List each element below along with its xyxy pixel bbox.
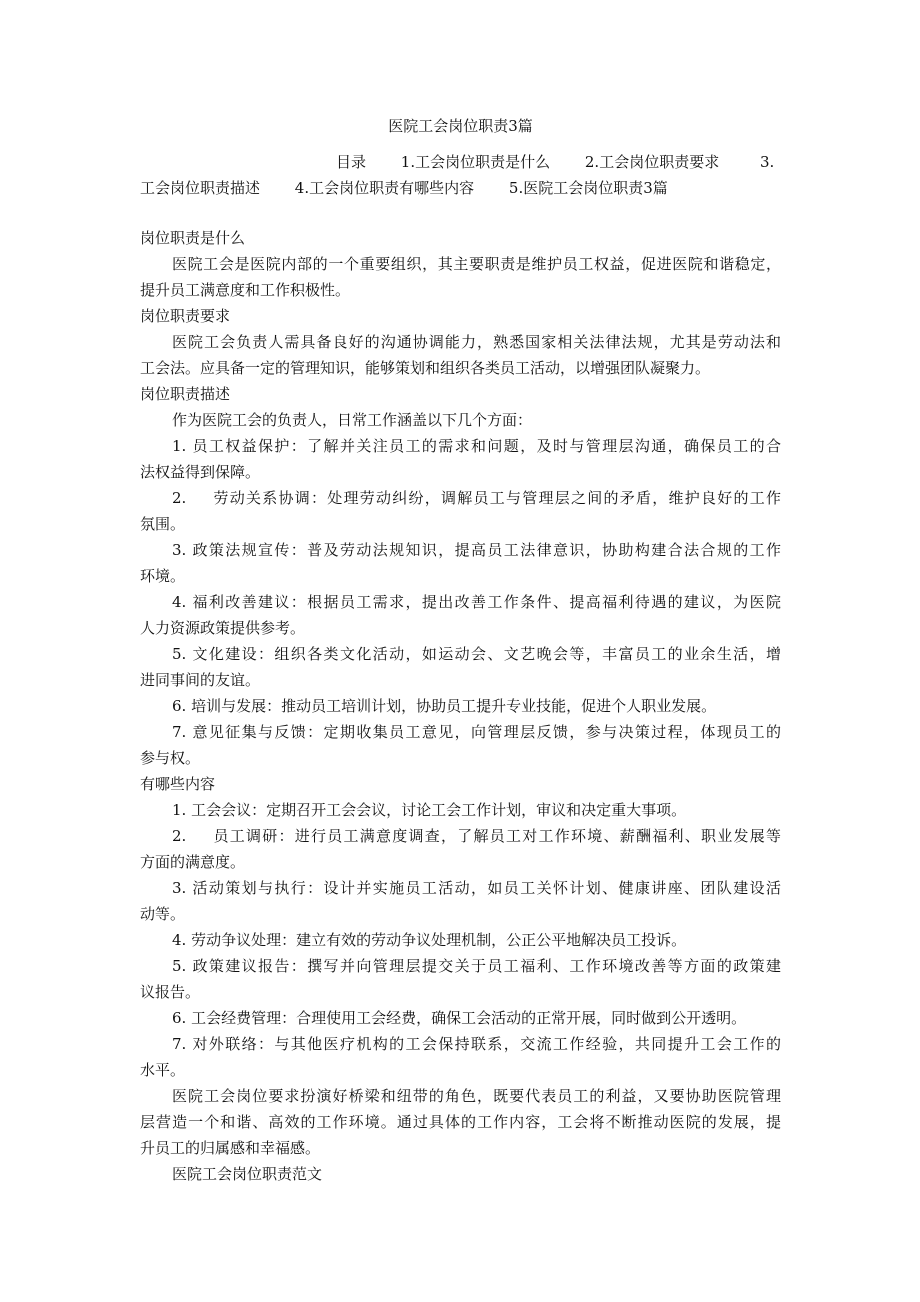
toc-item-1[interactable]: 1.工会岗位职责是什么 xyxy=(400,153,551,171)
toc-label: 目录 xyxy=(336,153,367,171)
document-title: 医院工会岗位职责3篇 xyxy=(388,117,533,135)
list-item-line: 1. 员工权益保护：了解并关注员工的需求和问题，及时与管理层沟通，确保员工的合 xyxy=(172,437,781,455)
list-item-line: 1. 工会会议：定期召开工会会议，讨论工会工作计划，审议和决定重大事项。 xyxy=(172,801,687,819)
toc-item-3[interactable]: 工会岗位职责描述 xyxy=(140,179,261,197)
list-item-line: 6. 工会经费管理：合理使用工会经费，确保工会活动的正常开展，同时做到公开透明。 xyxy=(172,1009,747,1027)
list-item-line: 议报告。 xyxy=(140,983,201,1001)
list-item-line: 2. 劳动关系协调：处理劳动纠纷，调解员工与管理层之间的矛盾，维护良好的工作 xyxy=(172,489,781,507)
list-item-line: 2. 员工调研：进行员工满意度调查，了解员工对工作环境、薪酬福利、职业发展等 xyxy=(172,827,781,845)
toc-item-4[interactable]: 4.工会岗位职责有哪些内容 xyxy=(294,179,475,197)
toc-item-3-number[interactable]: 3. xyxy=(759,153,775,171)
list-item-line: 7. 对外联络：与其他医疗机构的工会保持联系，交流工作经验，共同提升工会工作的 xyxy=(172,1035,781,1053)
paragraph-line: 工会法。应具备一定的管理知识，能够策划和组织各类员工活动，以增强团队凝聚力。 xyxy=(140,359,711,377)
list-item-line: 7. 意见征集与反馈：定期收集员工意见，向管理层反馈，参与决策过程，体现员工的 xyxy=(172,723,781,741)
list-item-line: 4. 劳动争议处理：建立有效的劳动争议处理机制，公正公平地解决员工投诉。 xyxy=(172,931,687,949)
paragraph-line: 层营造一个和谐、高效的工作环境。通过具体的工作内容，工会将不断推动医院的发展，提 xyxy=(140,1113,781,1131)
list-item-line: 水平。 xyxy=(140,1061,186,1079)
paragraph-line: 医院工会岗位要求扮演好桥梁和纽带的角色，既要代表员工的利益，又要协助医院管理 xyxy=(172,1087,781,1105)
list-item-line: 4. 福利改善建议：根据员工需求，提出改善工作条件、提高福利待遇的建议，为医院 xyxy=(172,593,781,611)
paragraph-line: 医院工会负责人需具备良好的沟通协调能力，熟悉国家相关法律法规，尤其是劳动法和 xyxy=(172,333,781,351)
document-page xyxy=(140,113,781,1187)
paragraph-line: 作为医院工会的负责人，日常工作涵盖以下几个方面： xyxy=(172,411,533,429)
section-heading: 岗位职责是什么 xyxy=(140,229,246,247)
paragraph-line: 升员工的归属感和幸福感。 xyxy=(140,1139,321,1157)
list-item-line: 方面的满意度。 xyxy=(140,853,246,871)
section-heading: 岗位职责要求 xyxy=(140,307,231,325)
list-item-line: 3. 活动策划与执行：设计并实施员工活动，如员工关怀计划、健康讲座、团队建设活 xyxy=(172,879,781,897)
toc-item-5[interactable]: 5.医院工会岗位职责3篇 xyxy=(508,179,668,197)
section-heading: 医院工会岗位职责范文 xyxy=(172,1165,323,1183)
section-heading: 有哪些内容 xyxy=(140,775,216,793)
list-item-line: 参与权。 xyxy=(140,749,201,767)
list-item-line: 动等。 xyxy=(140,905,186,923)
paragraph-line: 提升员工满意度和工作积极性。 xyxy=(140,281,351,299)
list-item-line: 5. 政策建议报告：撰写并向管理层提交关于员工福利、工作环境改善等方面的政策建 xyxy=(172,957,781,975)
table-of-contents xyxy=(140,149,781,201)
section-heading: 岗位职责描述 xyxy=(140,385,231,403)
list-item-line: 6. 培训与发展：推动员工培训计划，协助员工提升专业技能，促进个人职业发展。 xyxy=(172,697,717,715)
toc-item-2[interactable]: 2.工会岗位职责要求 xyxy=(584,153,720,171)
list-item-line: 环境。 xyxy=(140,567,186,585)
paragraph-line: 医院工会是医院内部的一个重要组织，其主要职责是维护员工权益，促进医院和谐稳定， xyxy=(172,255,781,273)
list-item-line: 进同事间的友谊。 xyxy=(140,671,261,689)
list-item-line: 氛围。 xyxy=(140,515,186,533)
list-item-line: 3. 政策法规宣传：普及劳动法规知识，提高员工法律意识，协助构建合法合规的工作 xyxy=(172,541,781,559)
list-item-line: 人力资源政策提供参考。 xyxy=(140,619,306,637)
list-item-line: 法权益得到保障。 xyxy=(140,463,261,481)
list-item-line: 5. 文化建设：组织各类文化活动，如运动会、文艺晚会等，丰富员工的业余生活，增 xyxy=(172,645,781,663)
